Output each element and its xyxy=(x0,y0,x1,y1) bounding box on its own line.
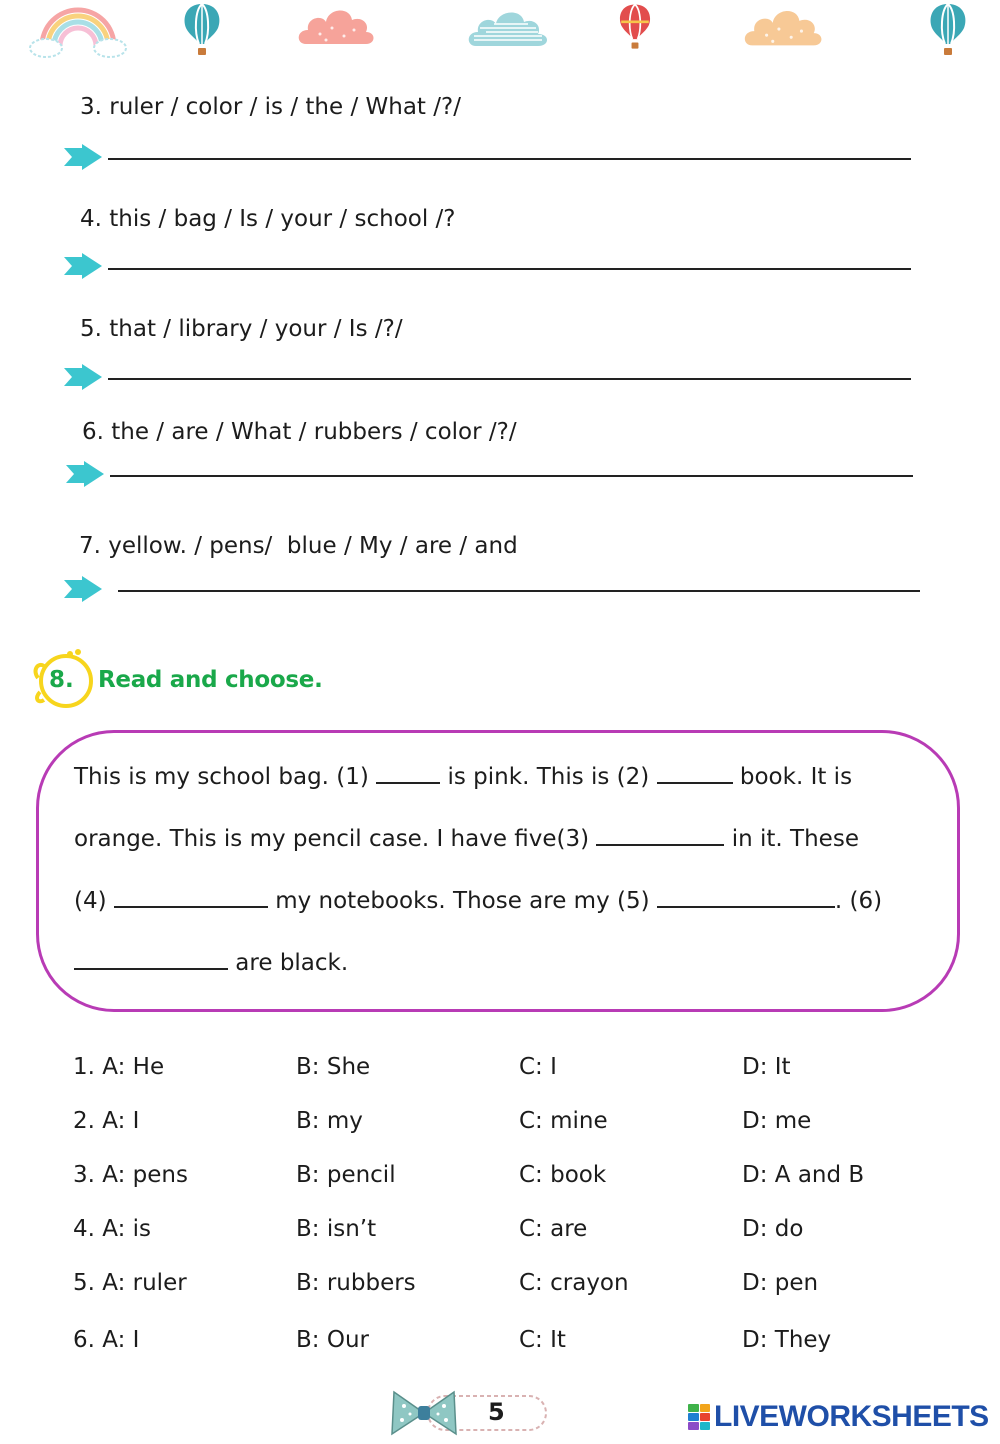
option-q5-d[interactable]: D: pen xyxy=(742,1270,819,1296)
option-q4-d[interactable]: D: do xyxy=(742,1216,804,1242)
option-q2-d[interactable]: D: me xyxy=(742,1108,812,1134)
answer-input[interactable] xyxy=(108,128,911,156)
option-q1-d[interactable]: D: It xyxy=(742,1054,791,1080)
passage-text: (4) xyxy=(74,888,114,914)
blank-4[interactable] xyxy=(114,886,268,908)
option-q2-c[interactable]: C: mine xyxy=(519,1108,608,1134)
blank-2[interactable] xyxy=(657,762,733,784)
answer-line xyxy=(118,590,920,592)
passage-text: in it. These xyxy=(724,826,859,852)
bow-icon xyxy=(388,1384,553,1442)
hot-air-balloon-icon xyxy=(180,2,224,58)
arrow-icon xyxy=(64,576,102,602)
question-text: 5. that / library / your / Is /?/ xyxy=(80,316,403,342)
page-number: 5 xyxy=(488,1398,505,1426)
answer-input[interactable] xyxy=(108,348,911,376)
blank-3[interactable] xyxy=(596,824,724,846)
option-q4-b[interactable]: B: isn’t xyxy=(296,1216,377,1242)
option-q3-d[interactable]: D: A and B xyxy=(742,1162,865,1188)
option-q6-d[interactable]: D: They xyxy=(742,1327,832,1353)
arrow-icon xyxy=(64,364,102,390)
passage-line-2 xyxy=(74,824,859,852)
passage-line-3 xyxy=(74,886,882,914)
arrow-icon xyxy=(64,144,102,170)
option-q3-a[interactable]: 3. A: pens xyxy=(73,1162,188,1188)
passage-text: . (6) xyxy=(834,888,883,914)
option-q5-a[interactable]: 5. A: ruler xyxy=(73,1270,187,1296)
answer-line xyxy=(108,268,911,270)
answer-line xyxy=(108,158,911,160)
passage-text: book. It is xyxy=(732,764,853,790)
arrow-icon xyxy=(64,253,102,279)
question-text: 4. this / bag / Is / your / school /? xyxy=(80,206,456,232)
answer-input[interactable] xyxy=(118,560,920,588)
brand-logo xyxy=(688,1400,989,1434)
section-title: Read and choose. xyxy=(98,667,323,693)
answer-input[interactable] xyxy=(110,445,913,473)
option-q5-b[interactable]: B: rubbers xyxy=(296,1270,416,1296)
section-number: 8. xyxy=(49,667,74,693)
answer-line xyxy=(108,378,911,380)
liveworksheets-logo-icon xyxy=(688,1404,710,1430)
arrow-icon xyxy=(66,461,104,487)
answer-input[interactable] xyxy=(108,238,911,266)
option-q4-a[interactable]: 4. A: is xyxy=(73,1216,152,1242)
passage-line-1 xyxy=(74,762,852,790)
cloud-icon xyxy=(742,2,824,54)
option-q6-b[interactable]: B: Our xyxy=(296,1327,369,1353)
blank-1[interactable] xyxy=(376,762,440,784)
question-text: 3. ruler / color / is / the / What /?/ xyxy=(80,94,461,120)
cloud-icon xyxy=(466,2,550,54)
option-q2-a[interactable]: 2. A: I xyxy=(73,1108,140,1134)
option-q5-c[interactable]: C: crayon xyxy=(519,1270,629,1296)
option-q3-b[interactable]: B: pencil xyxy=(296,1162,396,1188)
passage-text: is pink. This is (2) xyxy=(440,764,657,790)
option-q6-a[interactable]: 6. A: I xyxy=(73,1327,140,1353)
passage-text: are black. xyxy=(228,950,349,976)
option-q3-c[interactable]: C: book xyxy=(519,1162,607,1188)
option-q2-b[interactable]: B: my xyxy=(296,1108,363,1134)
cloud-icon xyxy=(296,2,376,52)
question-text: 7. yellow. / pens/ blue / My / are / and xyxy=(79,533,518,559)
option-q1-b[interactable]: B: She xyxy=(296,1054,371,1080)
passage-text: orange. This is my pencil case. I have five(3) xyxy=(74,826,597,852)
brand-name: LIVEWORKSHEETS xyxy=(714,1400,989,1433)
passage-line-4 xyxy=(74,948,348,976)
blank-6[interactable] xyxy=(74,948,228,970)
passage-text: This is my school bag. (1) xyxy=(74,764,377,790)
passage-text: my notebooks. Those are my (5) xyxy=(267,888,657,914)
blank-5[interactable] xyxy=(657,886,835,908)
answer-line xyxy=(110,475,913,477)
option-q1-a[interactable]: 1. A: He xyxy=(73,1054,165,1080)
hot-air-balloon-icon xyxy=(616,2,654,52)
option-q1-c[interactable]: C: I xyxy=(519,1054,557,1080)
option-q6-c[interactable]: C: It xyxy=(519,1327,566,1353)
rainbow-icon xyxy=(28,2,128,62)
question-text: 6. the / are / What / rubbers / color /?/ xyxy=(82,419,517,445)
hot-air-balloon-icon xyxy=(926,2,970,58)
option-q4-c[interactable]: C: are xyxy=(519,1216,588,1242)
